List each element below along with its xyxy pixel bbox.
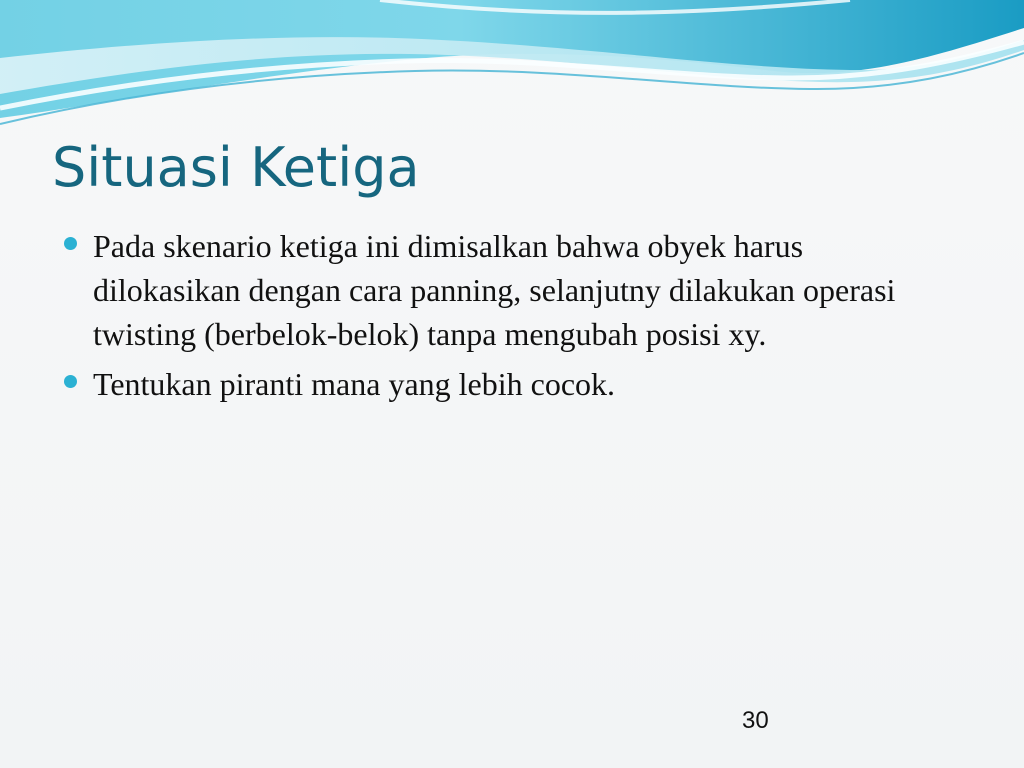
bullet-item <box>60 224 910 356</box>
bullet-dot-icon <box>64 375 77 388</box>
bullet-item <box>60 362 910 406</box>
wave-decoration-icon <box>0 0 1024 130</box>
bullet-text: Pada skenario ketiga ini dimisalkan bahwa obyek harus dilokasikan dengan cara panning, selanjutny dilakukan operasi twisting (berbelok-belok) tanpa mengubah posisi xy. <box>93 228 896 352</box>
bullet-dot-icon <box>64 237 77 250</box>
slide-title: Situasi Ketiga <box>52 136 420 199</box>
page-number: 30 <box>742 707 769 734</box>
bullet-list <box>60 224 910 412</box>
bullet-text: Tentukan piranti mana yang lebih cocok. <box>93 366 616 402</box>
